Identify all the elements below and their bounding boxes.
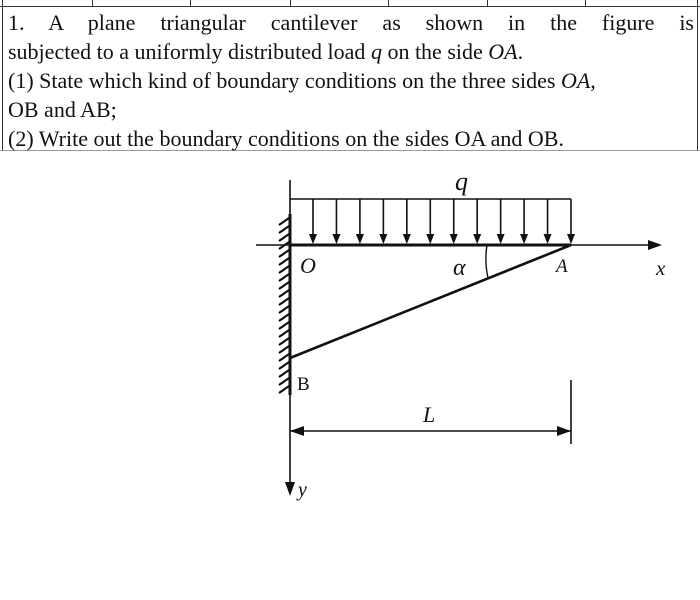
wall-hatch-mark [279, 354, 289, 361]
wall-hatch-mark [279, 250, 289, 257]
line2-mid: on the side [381, 39, 489, 64]
load-arrow-head [403, 234, 411, 244]
wall-hatch-mark [279, 362, 289, 369]
label-origin-o: O [300, 253, 316, 278]
line3-end: , [590, 68, 596, 93]
side-oa-label: OA [488, 39, 518, 64]
problem-line-4: OB and AB; [8, 97, 117, 122]
wall-hatch-mark [279, 378, 289, 385]
wall-hatch-mark [279, 386, 289, 393]
distributed-load [290, 180, 575, 244]
load-arrow-head [332, 234, 340, 244]
dimension-arrow-right [557, 426, 571, 436]
label-q: q [455, 167, 468, 196]
problem-line-1: 1. A plane triangular cantilever as shown in the figure is [8, 10, 694, 35]
wall-hatch-mark [279, 234, 289, 241]
load-arrow-head [450, 234, 458, 244]
label-y: y [298, 479, 307, 501]
fixed-wall [279, 214, 290, 395]
x-axis-arrowhead [648, 240, 662, 250]
wall-hatch-mark [279, 370, 289, 377]
wall-hatch-mark [279, 346, 289, 353]
wall-hatch-mark [279, 298, 289, 305]
problem-line-5: (2) Write out the boundary conditions on the sides OA and OB. [8, 126, 564, 151]
wall-hatch-mark [279, 274, 289, 281]
load-arrow-head [567, 234, 575, 244]
load-symbol-q: q [370, 39, 382, 64]
wall-hatch-mark [279, 290, 289, 297]
wall-hatch-mark [279, 314, 289, 321]
angle-alpha-arc [486, 245, 488, 278]
line2-end: . [517, 39, 524, 64]
wall-hatch-mark [279, 282, 289, 289]
load-arrow-head [473, 234, 481, 244]
wall-hatch-mark [279, 330, 289, 337]
label-x: x [656, 256, 666, 280]
label-l: L [423, 402, 436, 427]
wall-hatch-mark [279, 218, 289, 225]
dimension-arrow-left [290, 426, 304, 436]
wall-hatch-mark [279, 226, 289, 233]
label-a: A [556, 256, 568, 277]
wall-hatch-mark [279, 306, 289, 313]
load-arrow-head [544, 234, 552, 244]
wall-hatch-mark [279, 266, 289, 273]
wall-hatch-mark [279, 258, 289, 265]
wall-hatch-mark [279, 322, 289, 329]
load-arrow-head [309, 234, 317, 244]
load-arrow-head [379, 234, 387, 244]
load-arrow-head [497, 234, 505, 244]
line3-text: (1) State which kind of boundary conditions on the three sides [8, 68, 561, 93]
y-axis-arrowhead [285, 482, 295, 496]
wall-hatch-mark [279, 338, 289, 345]
load-arrow-head [426, 234, 434, 244]
load-arrow-head [520, 234, 528, 244]
label-alpha: α [453, 255, 466, 281]
y-axis [285, 395, 295, 496]
load-arrow-head [356, 234, 364, 244]
label-b: B [297, 374, 310, 395]
side-ab [290, 245, 571, 358]
line3-oa: OA [560, 68, 591, 93]
line2-prefix: subjected to a uniformly distributed load [8, 39, 371, 64]
